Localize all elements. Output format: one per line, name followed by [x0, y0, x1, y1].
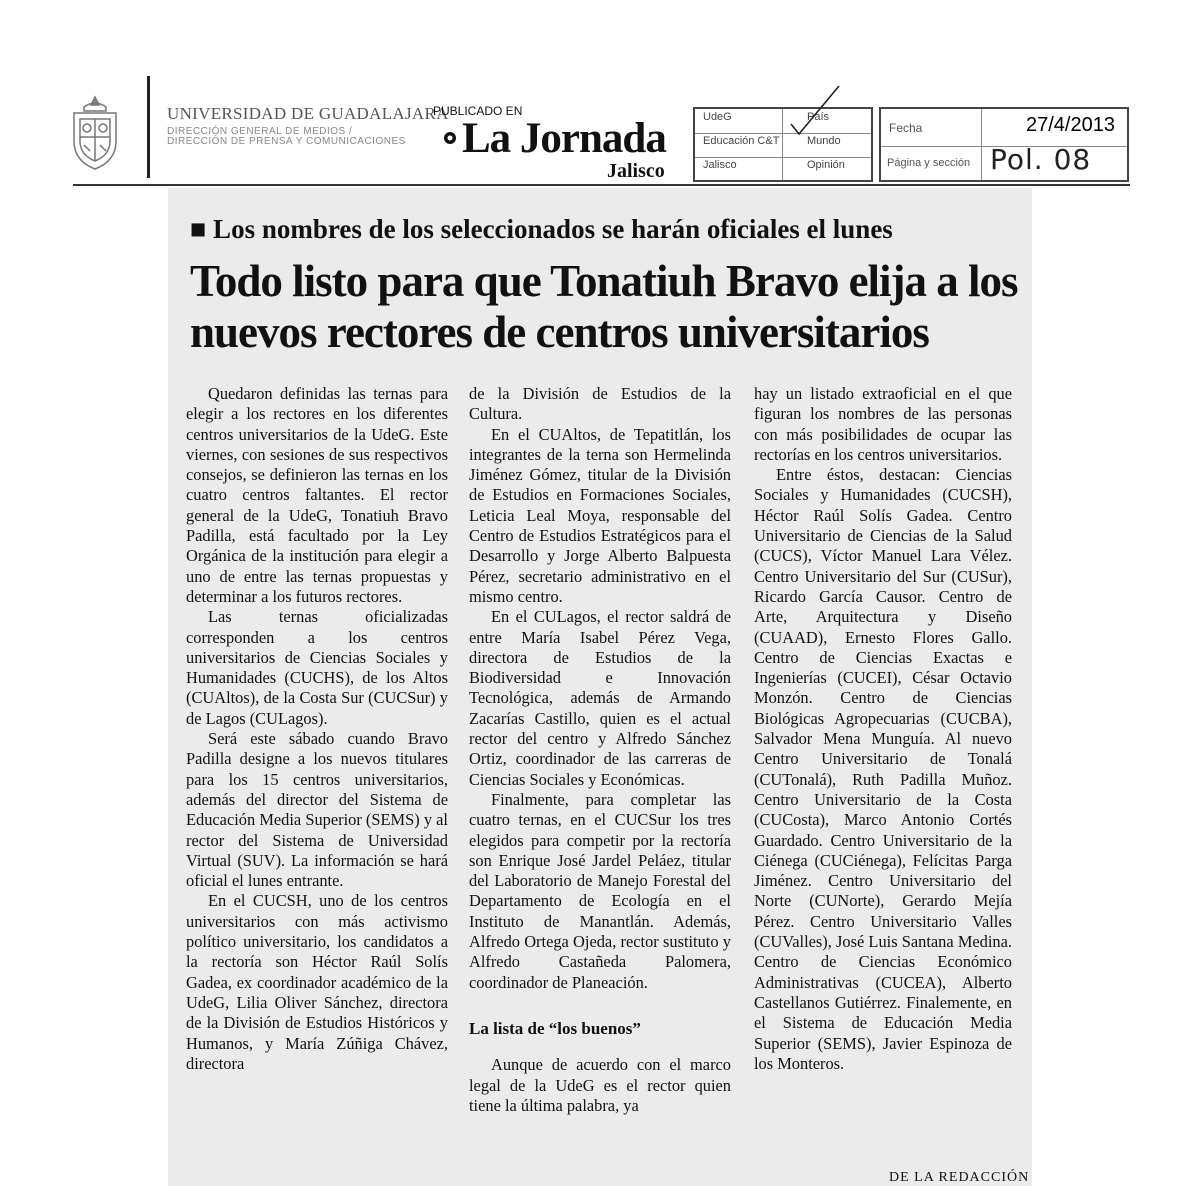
article-subhead: La lista de “los buenos” [469, 1018, 641, 1038]
section-cell: Jalisco [703, 159, 737, 171]
article-column-1 [186, 384, 448, 1074]
paragraph: En el CUAltos, de Tepatitlán, los integrantes de la terna son Hermelinda Jiménez Gómez, titular de la División de Estudios en Formaciones Sociales, Leticia Leal Moya, responsable del Centro de Estudios Estratégicos para el Desarrollo y Jorge Alberto Balpuesta Pérez, secretario administrativo en el mismo centro. [469, 424, 731, 606]
published-in-label: PUBLICADO EN [433, 104, 523, 118]
page-section-label: Página y sección [887, 157, 971, 169]
paragraph: Las ternas oficializadas corresponden a los centros universitarios de Ciencias Sociales y Humanidades (CUCHS), de los Altos (CUAltos), de la Costa Sur (CUCSur) y de Lagos (CULagos). [186, 607, 448, 728]
header-divider [147, 76, 150, 178]
checkmark-icon [785, 82, 845, 142]
paragraph: Aunque de acuerdo con el marco legal de la UdeG es el rector quien tiene la última palabra, ya [469, 1055, 731, 1115]
header-rule [73, 184, 1130, 186]
article-column-2 [469, 384, 731, 1116]
paragraph: Finalmente, para completar las cuatro ternas, en el CUCSur los tres elegidos para competir por la rectoría son Enrique José Jardel Peláez, titular del Laboratorio de Manejo Forestal del Departamento de Ecología en el Instituto de Manantlán. Además, Alfredo Ortega Ojeda, rector sustituto y Alfredo Castañeda Palomera, coordinador de Planeación. [469, 789, 731, 992]
newspaper-dot-icon [442, 130, 458, 146]
section-table [693, 107, 873, 182]
paragraph: hay un listado extraoficial en el que figuran los nombres de las personas con más posibilidades de ocupar las rectorías en los centros universitarios. [754, 384, 1012, 464]
paragraph: En el CULagos, el rector saldrá de entre María Isabel Pérez Vega, directora de Estudios de la Biodiversidad e Innovación Tecnológica, además de Armando Zacarías Castillo, quien es el actual rector del centro y Alfredo Sánchez Ortiz, coordinador de las carreras de Ciencias Sociales y Económicas. [469, 607, 731, 789]
university-name: UNIVERSIDAD DE GUADALAJARA [167, 104, 449, 123]
section-cell: Mundo [807, 135, 841, 147]
paragraph: Entre éstos, destacan: Ciencias Sociales y Humanidades (CUCSH), Héctor Raúl Solís Gadea. Centro Universitario de Ciencias de la Salud (CUCS), Víctor Manuel Lara Vélez. Centro Universitario del Sur (CUSur), Ricardo García Causor. Centro de Arte, Arquitectura y Diseño (CUAAD), Ernesto Flores Gallo. Centro de Ciencias Exactas e Ingenierías (CUCEI), César Octavio Monzón. Centro de Ciencias Biológicas Agropecuarias (CUCBA), Salvador Mena Munguía. Al nuevo Centro Universitario de Tonalá (CUTonalá), Ruth Padilla Muñoz. Centro Universitario de la Costa (CUCosta), Marco Antonio Cortés Guardado. Centro Universitario de la Ciénega (CUCiénega), Felícitas Parga Jiménez. Centro Universitario del Norte (CUNorte), Gerardo Mejía Pérez. Centro Universitario Valles (CUValles), José Luis Santana Medina. Centro de Ciencias Económico Administrativas (CUCEA), Alberto Castellanos Gutiérrez. Finalemente, en el Sistema de Educación Media Superior (SEMS), Javier Espinoza de los Monteros. [754, 465, 1012, 1073]
university-department: DIRECCIÓN GENERAL DE MEDIOS / DIRECCIÓN DE PRENSA Y COMUNICACIONES [167, 126, 406, 147]
date-label: Fecha [889, 121, 923, 135]
newspaper-name: La Jornada [462, 115, 666, 162]
section-cell: Educación C&T [703, 135, 780, 147]
university-crest-icon [70, 95, 120, 173]
paragraph: de la División de Estudios de la Cultura. [469, 384, 731, 424]
article-headline: Todo listo para que Tonatiuh Bravo elija a los nuevos rectores de centros universitarios [190, 256, 1018, 357]
page-section-handwritten: Pol. 08 [990, 143, 1092, 176]
paragraph: Será este sábado cuando Bravo Padilla designe a los nuevos titulares para los 15 centros universitarios, además del director del Sistema de Educación Media Superior (SEMS) y al rector del Sistema de Universidad Virtual (SUV). La información se hará oficial el lunes entrante. [186, 729, 448, 891]
publication-date: 27/4/2013 [1026, 114, 1115, 136]
section-cell: UdeG [703, 111, 732, 123]
paragraph: Quedaron definidas las ternas para elegir a los rectores en los diferentes centros universitarios de la UdeG. Este viernes, con sesiones de sus respectivos consejos, se definieron las ternas en los cuatro centros faltantes. El rector general de la UdeG, Tonatiuh Bravo Padilla, está facultado por la Ley Orgánica de la institución para elegir a uno de entre las ternas propuestas y determinar a los futuros rectores. [186, 384, 448, 606]
section-divider [782, 109, 783, 180]
section-cell: País [807, 111, 830, 123]
newspaper-edition: Jalisco [607, 160, 665, 182]
section-row [695, 157, 871, 181]
section-cell: Opinión [807, 159, 845, 171]
article-kicker: ■ Los nombres de los seleccionados se harán oficiales el lunes [190, 214, 893, 244]
date-box-divider [981, 109, 982, 180]
article-byline: DE LA REDACCIÓN [889, 1170, 1030, 1185]
article-column-3 [754, 384, 1012, 1074]
paragraph: En el CUCSH, uno de los centros universitarios con más activismo político universitario, los candidatos a la rectoría son Héctor Raúl Solís Gadea, ex coordinador académico de la UdeG, Lilia Oliver Sánchez, directora de la División de Estudios Históricos y Humanos, y María Zúñiga Chávez, directora [186, 891, 448, 1073]
